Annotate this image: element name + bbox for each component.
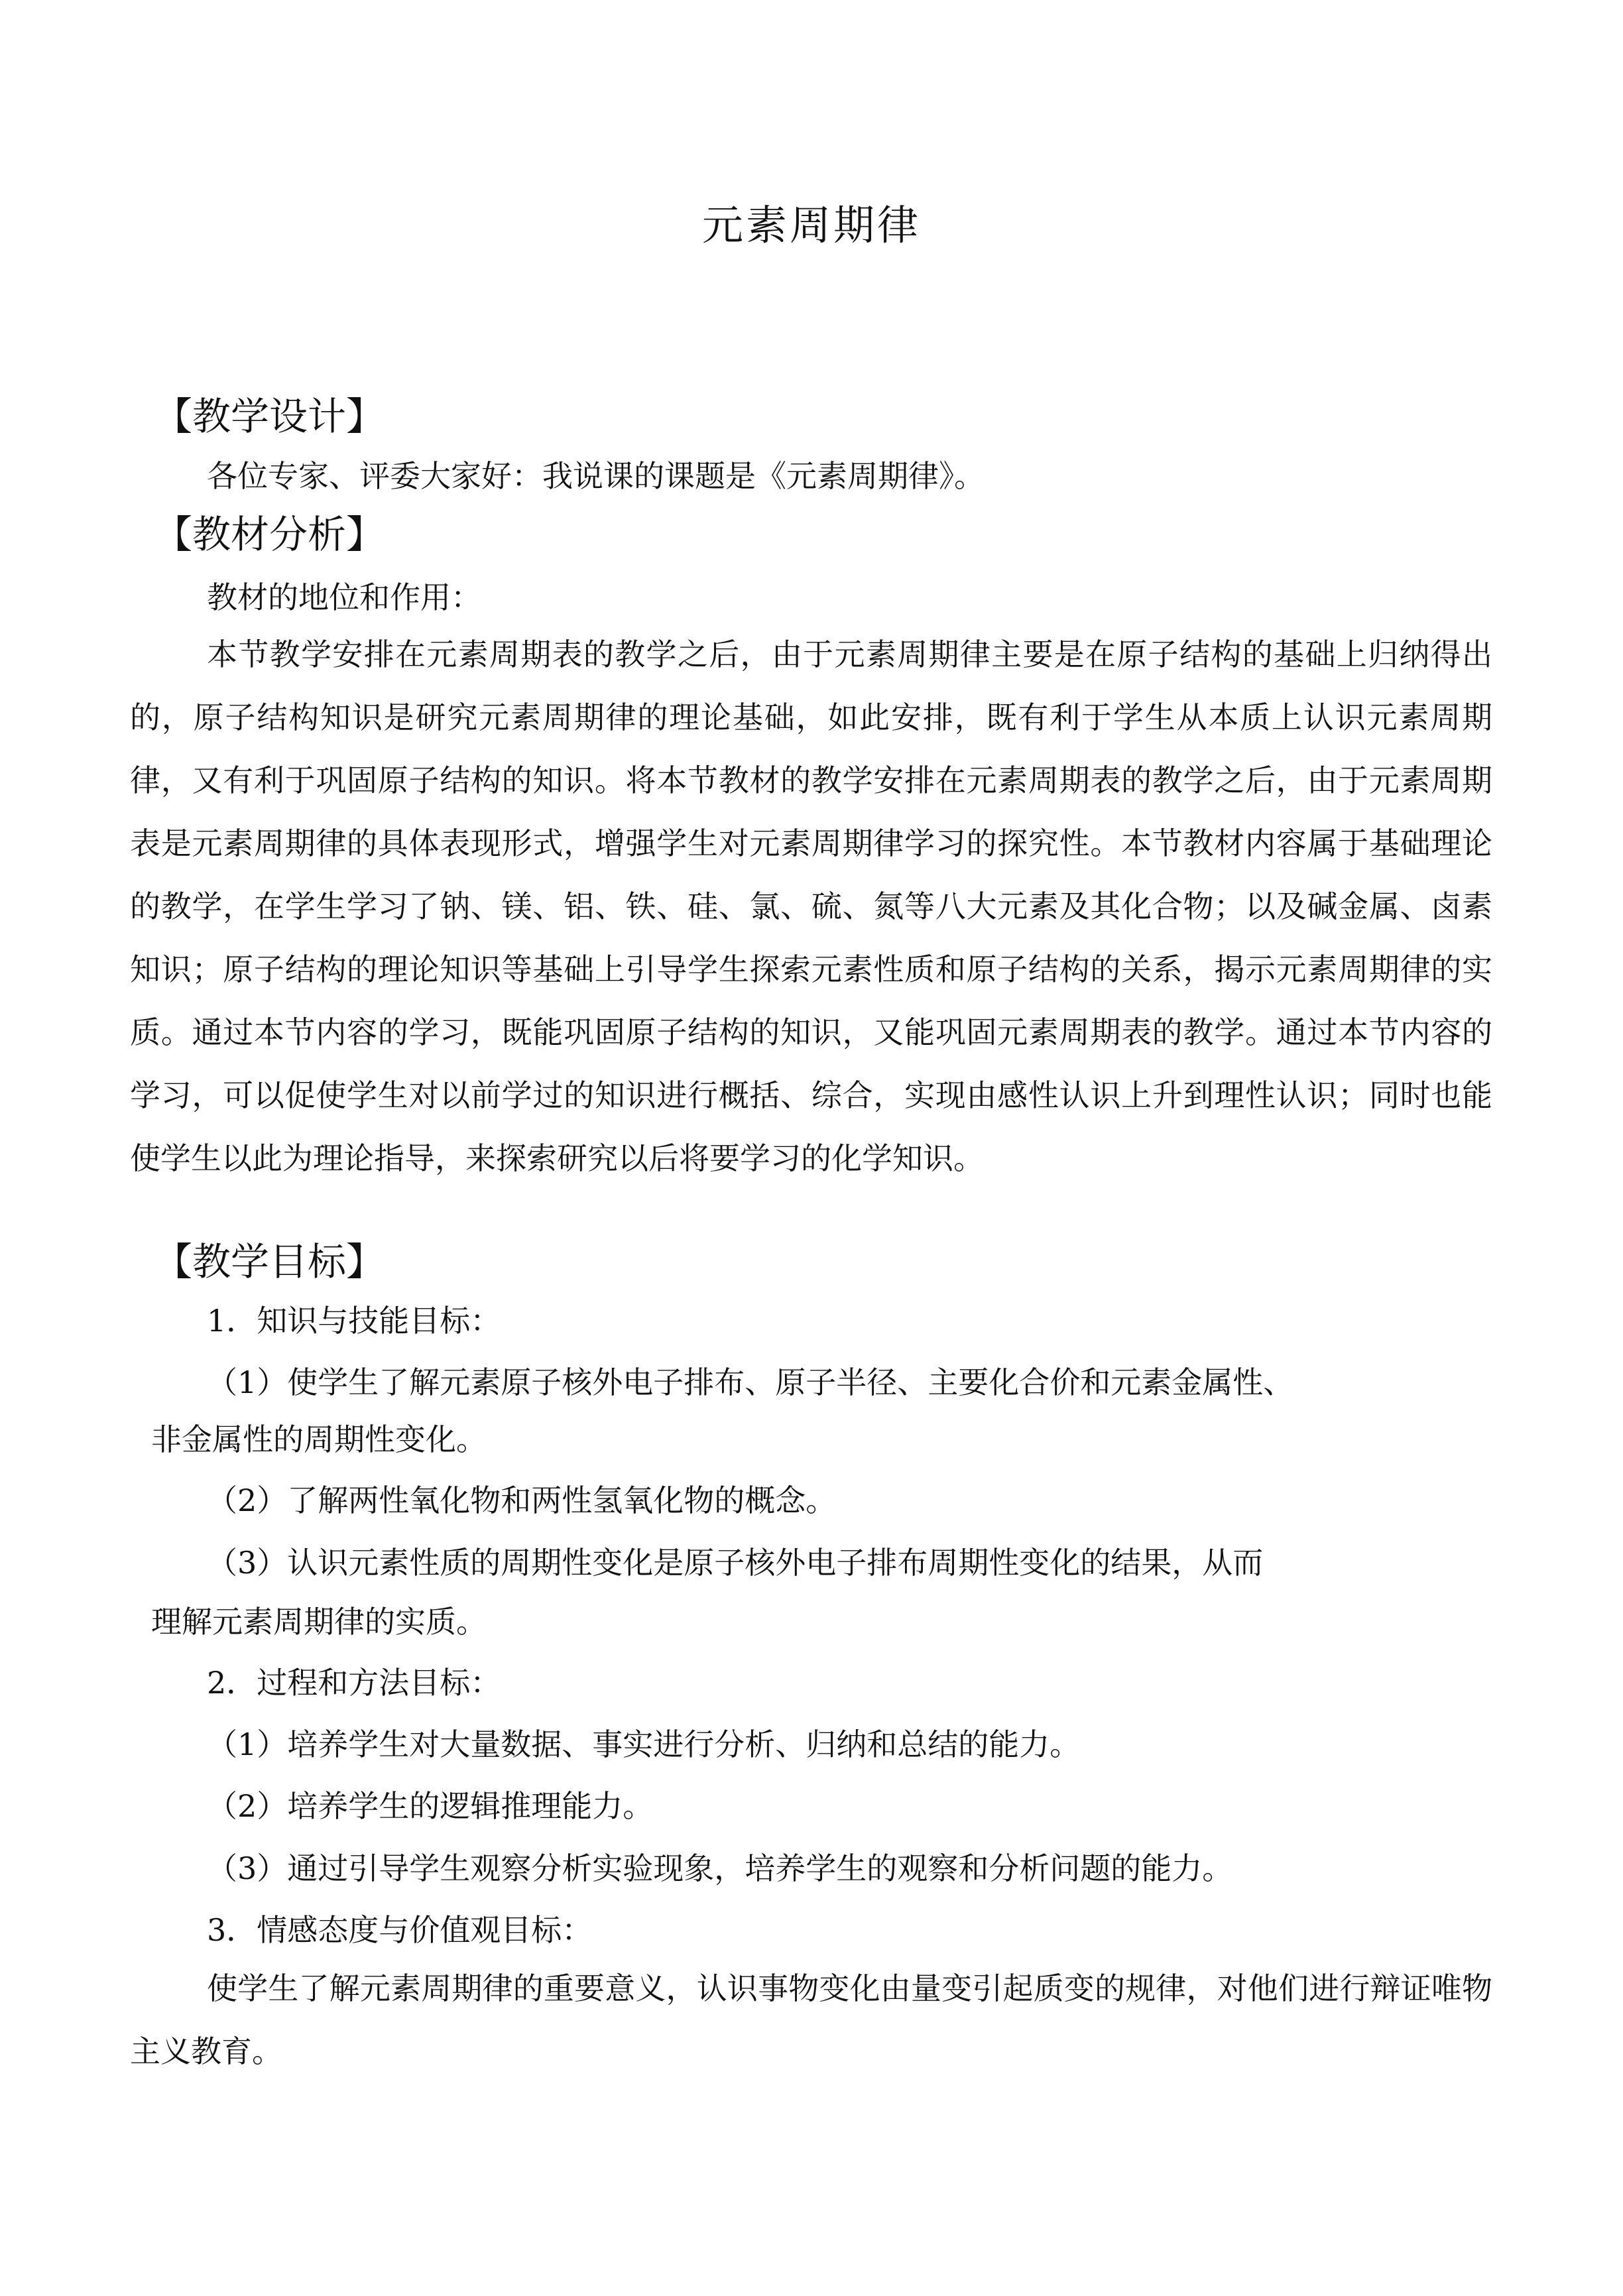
goal-knowledge-item1-line2: 非金属性的周期性变化。	[151, 1421, 487, 1457]
section-heading-analysis: 【教材分析】	[154, 512, 385, 557]
goal-knowledge-label: 1．知识与技能目标：	[207, 1303, 501, 1339]
goal-process-item3: （3）通过引导学生观察分析实验现象，培养学生的观察和分析问题的能力。	[207, 1850, 1233, 1886]
analysis-body: 本节教学安排在元素周期表的教学之后，由于元素周期律主要是在原子结构的基础上归纳得出的，原子结构知识是研究元素周期律的理论基础，如此安排，既有利于学生从本质上认识元素周期律，又有利于巩固原子结构的知识。将本节教材的教学安排在元素周期表的教学之后，由于元素周期表是元素周期律的具体表现形式，增强学生对元素周期律学习的探究性。本节教材内容属于基础理论的教学，在学生学习了钠、镁、铝、铁、硅、氯、硫、氮等八大元素及其化合物；以及碱金属、卤素知识；原子结构的理论知识等基础上引导学生探索元素性质和原子结构的关系，揭示元素周期律的实质。通过本节内容的学习，既能巩固原子结构的知识，又能巩固元素周期表的教学。通过本节内容的学习，可以促使学生对以前学过的知识进行概括、综合，实现由感性认识上升到理性认识；同时也能使学生以此为理论指导，来探索研究以后将要学习的化学知识。	[130, 636, 1492, 1176]
section-heading-goals: 【教学目标】	[154, 1239, 385, 1284]
goal-process-item1: （1）培养学生对大量数据、事实进行分析、归纳和总结的能力。	[207, 1726, 1081, 1762]
goal-emotion-body: 使学生了解元素周期律的重要意义，认识事物变化由量变引起质变的规律，对他们进行辩证唯物主义教育。	[130, 1970, 1492, 2069]
goal-knowledge-item1-line1: （1）使学生了解元素原子核外电子排布、原子半径、主要化合价和元素金属性、	[207, 1364, 1294, 1400]
goal-process-item2: （2）培养学生的逻辑推理能力。	[207, 1788, 654, 1824]
analysis-subheading: 教材的地位和作用：	[207, 579, 481, 615]
goal-knowledge-item3-line2: 理解元素周期律的实质。	[151, 1604, 487, 1640]
goal-knowledge-item3-line1: （3）认识元素性质的周期性变化是原子核外电子排布周期性变化的结果，从而	[207, 1545, 1264, 1581]
design-intro: 各位专家、评委大家好：我说课的课题是《元素周期律》。	[207, 458, 985, 494]
document-title: 元素周期律	[701, 201, 921, 249]
section-heading-design: 【教学设计】	[154, 394, 385, 439]
goal-knowledge-item2: （2）了解两性氧化物和两性氢氧化物的概念。	[207, 1482, 837, 1518]
goal-process-label: 2．过程和方法目标：	[207, 1665, 501, 1701]
goal-emotion-label: 3．情感态度与价值观目标：	[207, 1912, 593, 1948]
